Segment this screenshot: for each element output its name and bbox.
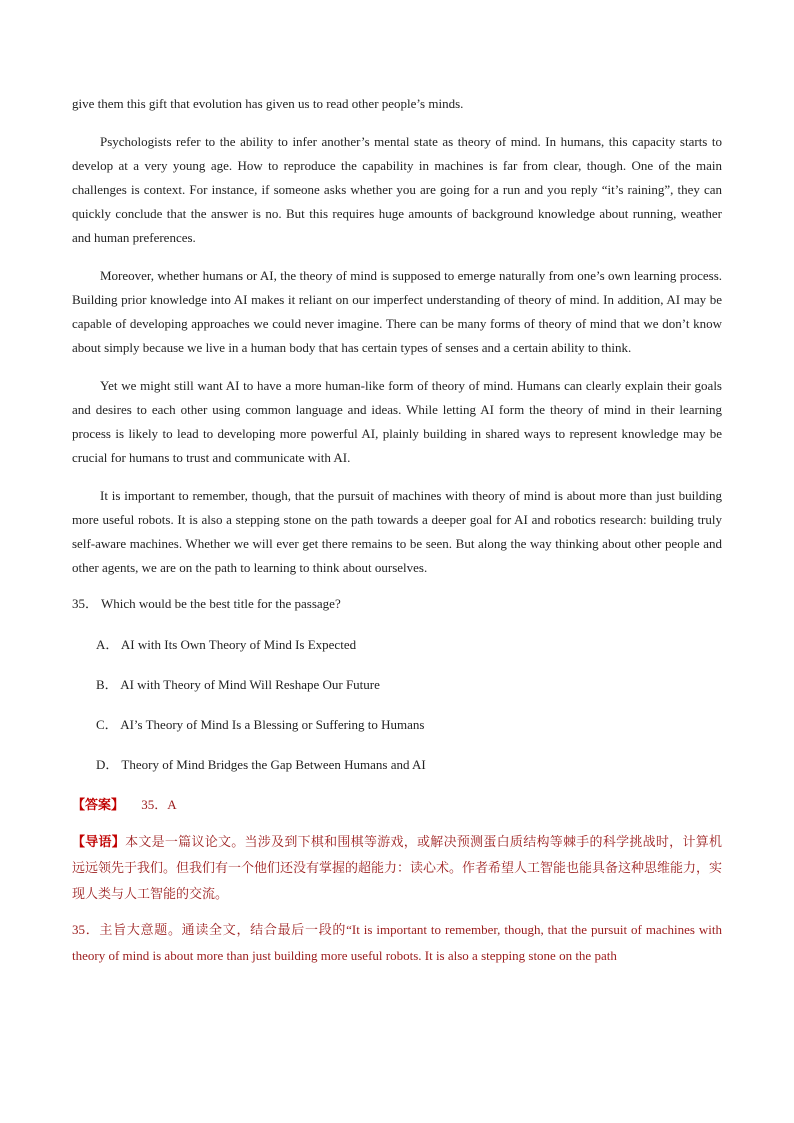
guide-text: 本文是一篇议论文。当涉及到下棋和围棋等游戏，或解决预测蛋白质结构等棘手的科学挑战时，计算机远远领先于我们。但我们有一个他们还没有掌握的超能力：读心术。作者希望人工智能也能具备这种思维能力，实现人类与人工智能的交流。	[72, 834, 723, 901]
option-c: C． AI’s Theory of Mind Is a Blessing or Suffering to Humans	[96, 717, 425, 732]
answer-value: 35．A	[141, 797, 177, 812]
analysis-paragraph: 35．主旨大意题。通读全文，结合最后一段的“It is important to remember, though, that the pursuit of machines with theory of mind is about more than just building more useful robots. It is also a stepping stone on the path	[72, 922, 722, 963]
document-page	[72, 92, 722, 979]
passage-paragraph-2: Moreover, whether humans or AI, the theory of mind is supposed to emerge naturally from one’s own learning process. Building prior knowledge into AI makes it reliant on our imperfect understanding of theory of mind. In addition, AI may be capable of developing approaches we could never imagine. There can be many forms of theory of mind that we don’t know about simply because we live in a human body that has certain types of senses and a certain ability to think.	[72, 268, 722, 355]
option-a: A． AI with Its Own Theory of Mind Is Expected	[96, 637, 357, 652]
passage-paragraph-4: It is important to remember, though, that the pursuit of machines with theory of mind is about more than just building more useful robots. It is also a stepping stone on the path towards a deeper goal for AI and robotics research: building truly self-aware machines. Whether we will ever get there remains to be seen. But along the way thinking about other people and other agents, we are on the path to learning to think about ourselves.	[72, 488, 722, 575]
option-b: B． AI with Theory of Mind Will Reshape Our Future	[96, 677, 380, 692]
guide-tag: 【导语】	[72, 834, 126, 849]
passage-paragraph-1: Psychologists refer to the ability to infer another’s mental state as theory of mind. In humans, this capacity starts to develop at a very young age. How to reproduce the capability in machines is far from clear, though. One of the main challenges is context. For instance, if someone asks whether you are going for a run and you reply “it’s raining”, they can quickly conclude that the answer is no. But this requires huge amounts of background knowledge about running, weather and human preferences.	[72, 134, 722, 245]
answer-line	[72, 795, 722, 815]
guide-paragraph	[72, 829, 722, 907]
passage-paragraph-0: give them this gift that evolution has given us to read other people’s minds.	[72, 96, 464, 111]
passage-paragraph-3: Yet we might still want AI to have a more human-like form of theory of mind. Humans can clearly explain their goals and desires to each other using common language and ideas. While letting AI form the theory of mind in their learning process is likely to lead to developing more powerful AI, plainly building in shared ways to represent knowledge may be crucial for humans to trust and communicate with AI.	[72, 378, 722, 465]
option-d: D． Theory of Mind Bridges the Gap Between Humans and AI	[96, 757, 426, 772]
answer-tag: 【答案】	[72, 797, 125, 812]
question-stem: 35． Which would be the best title for the passage?	[72, 596, 341, 611]
